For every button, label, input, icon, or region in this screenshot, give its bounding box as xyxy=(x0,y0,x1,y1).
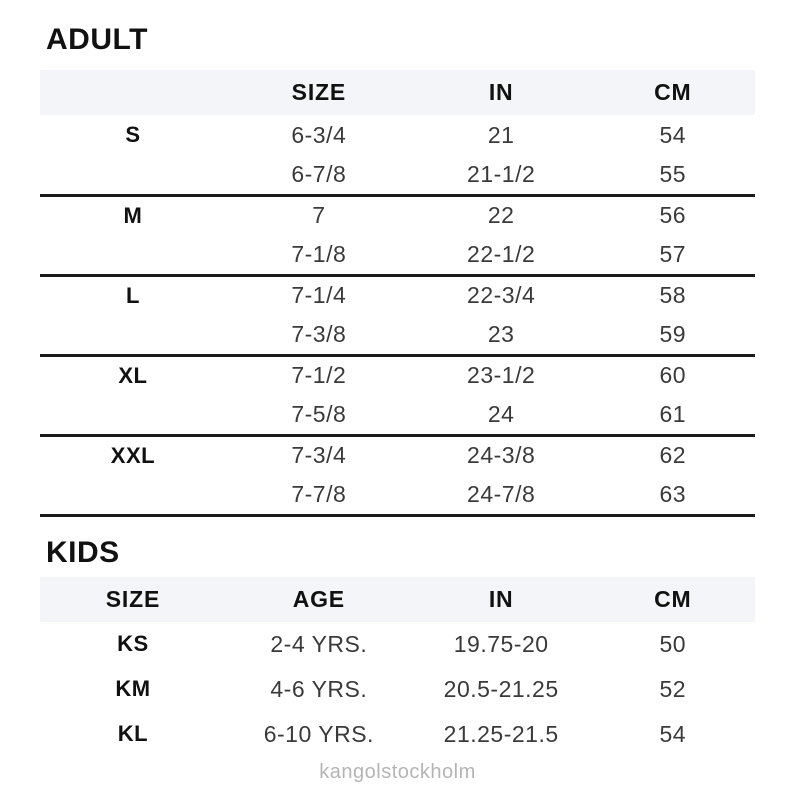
cm-value: 54 xyxy=(659,121,687,148)
cm-value: 57 xyxy=(659,240,687,267)
size-group-xl xyxy=(40,355,755,435)
size-group-l xyxy=(40,275,755,355)
size-value: 6-3/4 xyxy=(291,121,347,148)
in-value: 21.25-21.5 xyxy=(443,720,559,747)
column-header-cm: CM xyxy=(654,585,692,612)
column-header-cm: CM xyxy=(654,79,692,105)
cm-value: 55 xyxy=(659,160,687,187)
size-value: 7-1/8 xyxy=(291,240,347,267)
adult-size-table xyxy=(40,70,755,517)
size-value: 7-7/8 xyxy=(291,480,347,507)
column-header-size: SIZE xyxy=(105,585,161,612)
size-value: 7-1/2 xyxy=(291,362,347,389)
table-row xyxy=(40,435,755,475)
in-value: 21-1/2 xyxy=(467,160,536,187)
cm-value: 61 xyxy=(659,400,687,427)
size-group-label-blank xyxy=(40,315,226,355)
cm-value: 58 xyxy=(659,282,687,309)
size-group-label: L xyxy=(125,282,140,308)
kids-size-table xyxy=(40,577,755,757)
size-group-label: KM xyxy=(115,676,151,701)
in-value: 21 xyxy=(487,121,515,148)
cm-value: 50 xyxy=(659,630,687,657)
in-value: 20.5-21.25 xyxy=(443,675,559,702)
size-group-label: XL xyxy=(118,362,148,388)
age-value: 6-10 YRS. xyxy=(263,720,374,747)
size-group-label-blank xyxy=(40,395,226,435)
table-row xyxy=(40,622,755,667)
table-row xyxy=(40,275,755,315)
size-group-s xyxy=(40,115,755,195)
table-row xyxy=(40,475,755,515)
header-row xyxy=(40,70,755,115)
header-row xyxy=(40,577,755,622)
table-row xyxy=(40,667,755,712)
column-header-blank xyxy=(40,70,226,115)
column-header-size: SIZE xyxy=(291,79,346,105)
table-row xyxy=(40,712,755,757)
age-value: 4-6 YRS. xyxy=(270,675,368,702)
in-value: 19.75-20 xyxy=(453,630,549,657)
table-row xyxy=(40,155,755,195)
in-value: 24-3/8 xyxy=(467,442,536,469)
table-row xyxy=(40,395,755,435)
in-value: 23 xyxy=(487,320,515,347)
size-value: 7-3/4 xyxy=(291,442,347,469)
size-group-label: KL xyxy=(117,721,149,746)
table-row xyxy=(40,355,755,395)
cm-value: 62 xyxy=(659,442,687,469)
size-value: 6-7/8 xyxy=(291,160,347,187)
in-value: 24 xyxy=(487,400,515,427)
table-row xyxy=(40,315,755,355)
size-value: 7 xyxy=(312,202,326,229)
size-value: 7-3/8 xyxy=(291,320,347,347)
adult-section-title: ADULT xyxy=(46,23,148,56)
table-row xyxy=(40,195,755,235)
size-group-label: S xyxy=(125,122,141,147)
in-value: 22-1/2 xyxy=(467,240,536,267)
column-header-in: IN xyxy=(488,585,514,612)
table-row xyxy=(40,235,755,275)
in-value: 22 xyxy=(487,202,515,229)
cm-value: 60 xyxy=(659,362,687,389)
table-row xyxy=(40,115,755,155)
in-value: 24-7/8 xyxy=(467,480,536,507)
cm-value: 56 xyxy=(659,202,687,229)
kids-section-title: KIDS xyxy=(46,535,120,569)
size-group-label: XXL xyxy=(110,442,156,468)
size-group-label-blank xyxy=(40,475,226,515)
kids-table-header xyxy=(40,577,755,622)
size-value: 7-5/8 xyxy=(291,400,347,427)
in-value: 22-3/4 xyxy=(467,282,536,309)
size-group-label-blank xyxy=(40,155,226,195)
age-value: 2-4 YRS. xyxy=(270,630,368,657)
size-group-label: KS xyxy=(117,631,149,656)
column-header-in: IN xyxy=(488,79,514,105)
cm-value: 52 xyxy=(659,675,687,702)
adult-table-header xyxy=(40,70,755,115)
cm-value: 63 xyxy=(659,480,687,507)
column-header-age: AGE xyxy=(292,585,345,612)
cm-value: 54 xyxy=(659,720,687,747)
kids-table-body xyxy=(40,622,755,757)
size-group-xxl xyxy=(40,435,755,515)
in-value: 23-1/2 xyxy=(467,362,536,389)
size-group-m xyxy=(40,195,755,275)
size-value: 7-1/4 xyxy=(291,282,347,309)
size-group-label-blank xyxy=(40,235,226,275)
size-group-label: M xyxy=(123,202,143,228)
cm-value: 59 xyxy=(659,320,687,347)
site-watermark: kangolstockholm xyxy=(319,760,476,783)
